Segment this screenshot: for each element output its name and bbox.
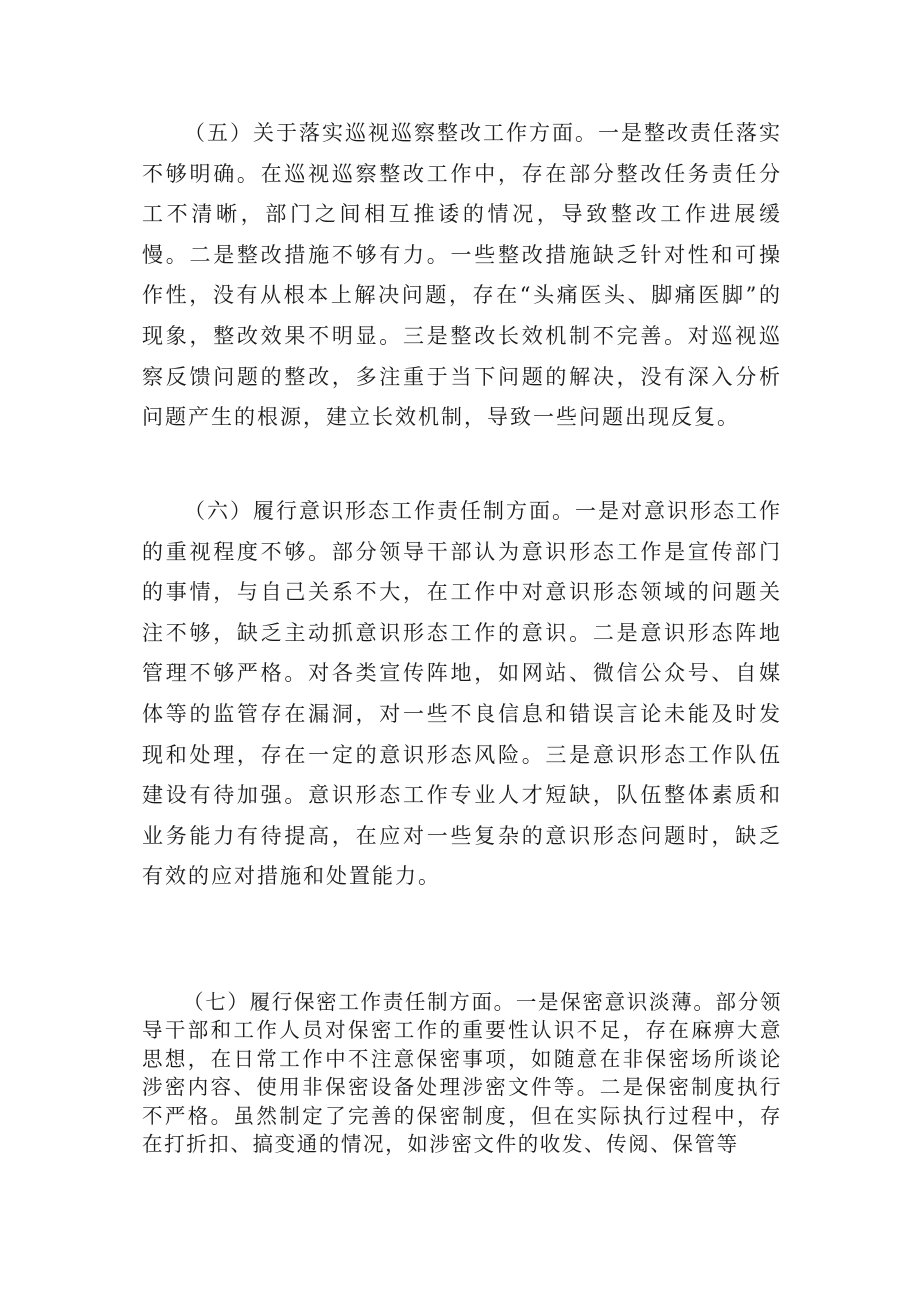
paragraph-section-7: （七）履行保密工作责任制方面。一是保密意识淡薄。部分领导干部和工作人员对保密工作的重要性认识不足，存在麻痹大意思想，在日常工作中不注意保密事项，如随意在非保密场所谈论涉密内容、使用非保密设备处理涉密文件等。二是保密制度执行不严格。虽然制定了完善的保密制度，但在实际执行过程中，存在打折扣、搞变通的情况，如涉密文件的收发、传阅、保管等 [142,990,782,1157]
paragraph-section-5: （五）关于落实巡视巡察整改工作方面。一是整改责任落实不够明确。在巡视巡察整改工作中，存在部分整改任务责任分工不清晰，部门之间相互推诿的情况，导致整改工作进展缓慢。二是整改措施不够有力。一些整改措施缺乏针对性和可操作性，没有从根本上解决问题，存在“头痛医头、脚痛医脚”的现象，整改效果不明显。三是整改长效机制不完善。对巡视巡察反馈问题的整改，多注重于当下问题的解决，没有深入分析问题产生的根源，建立长效机制，导致一些问题出现反复。 [142,121,782,430]
paragraph-section-6: （六）履行意识形态工作责任制方面。一是对意识形态工作的重视程度不够。部分领导干部认为意识形态工作是宣传部门的事情，与自己关系不大，在工作中对意识形态领域的问题关注不够，缺乏主动抓意识形态工作的意识。二是意识形态阵地管理不够严格。对各类宣传阵地，如网站、微信公众号、自媒体等的监管存在漏洞，对一些不良信息和错误言论未能及时发现和处理，存在一定的意识形态风险。三是意识形态工作队伍建设有待加强。意识形态工作专业人才短缺，队伍整体素质和业务能力有待提高，在应对一些复杂的意识形态问题时，缺乏有效的应对措施和处置能力。 [142,499,782,889]
